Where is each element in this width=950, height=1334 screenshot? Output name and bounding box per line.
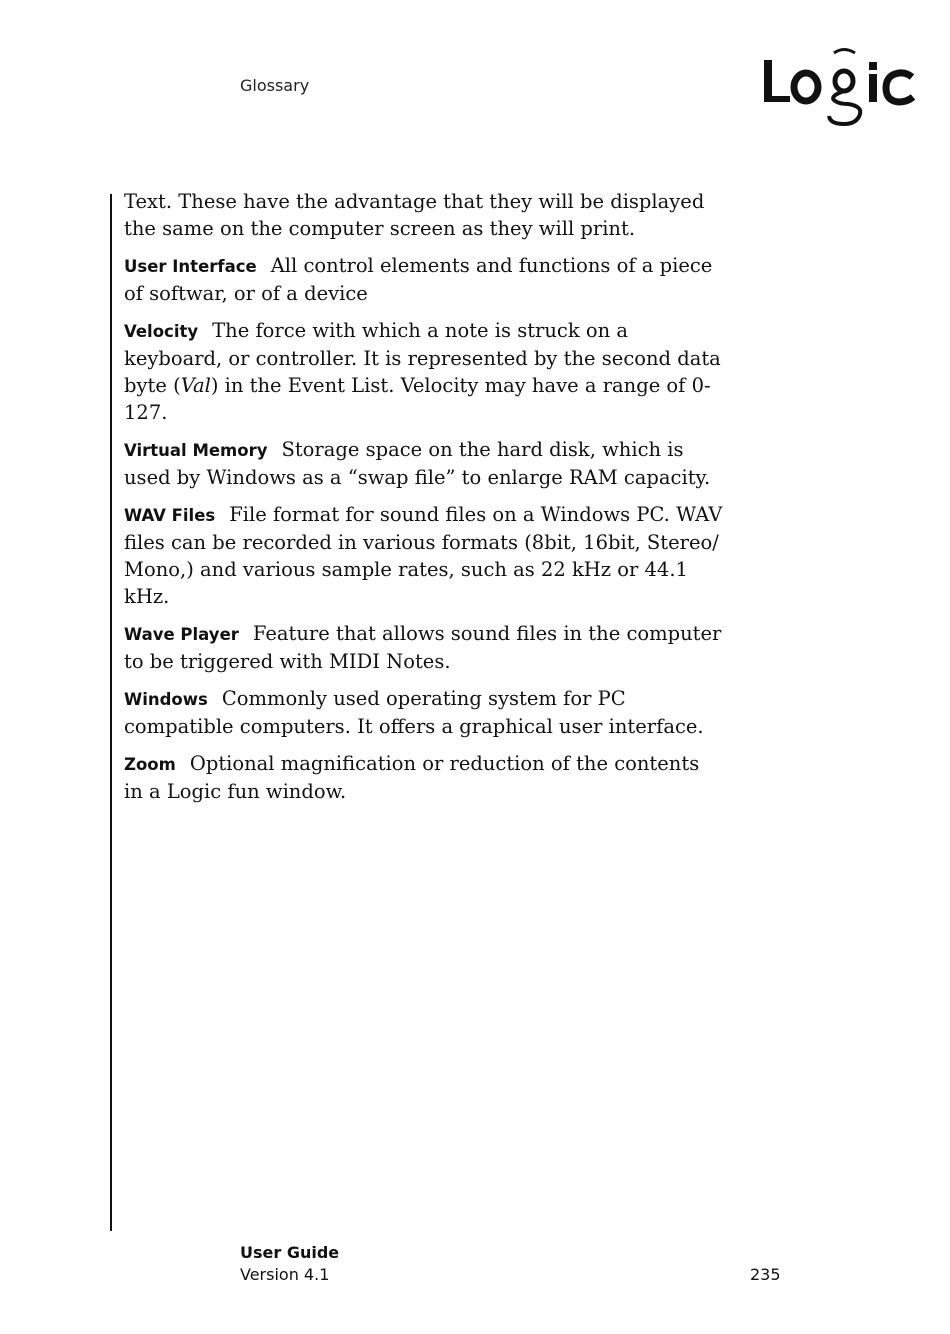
glossary-term: Wave Player bbox=[124, 625, 239, 644]
margin-rule bbox=[110, 194, 112, 1231]
glossary-definition-rest: ) in the Event List. Velocity may have a range of 0-127. bbox=[124, 374, 711, 424]
page-number: 235 bbox=[750, 1265, 781, 1284]
glossary-definition: Storage space on the hard disk, which is used by Windows as a “swap file” to enlarge RAM capacity. bbox=[124, 438, 711, 489]
logic-logo bbox=[760, 44, 920, 128]
footer-guide-title: User Guide bbox=[240, 1243, 340, 1262]
glossary-term: Zoom bbox=[124, 755, 176, 774]
glossary-definition-italic: Val bbox=[180, 374, 211, 397]
glossary-term: Windows bbox=[124, 690, 208, 709]
glossary-definition: Feature that allows sound files in the computer to be triggered with MIDI Notes. bbox=[124, 622, 722, 673]
glossary-content bbox=[124, 188, 724, 815]
glossary-entry-windows bbox=[124, 685, 724, 740]
glossary-entry-zoom bbox=[124, 750, 724, 805]
glossary-definition: The force with which a note is struck on a keyboard, or controller. It is represented by the second data byte ( bbox=[124, 319, 721, 397]
glossary-term: User Interface bbox=[124, 257, 257, 276]
glossary-definition: Optional magnification or reduction of the contents in a Logic fun window. bbox=[124, 752, 700, 803]
glossary-term: Virtual Memory bbox=[124, 441, 268, 460]
glossary-entry-virtual-memory bbox=[124, 436, 724, 491]
glossary-entry-user-interface bbox=[124, 252, 724, 307]
glossary-definition: All control elements and functions of a piece of softwar, or of a device bbox=[124, 254, 713, 305]
intro-paragraph: Text. These have the advantage that they will be displayed the same on the computer screen as they will print. bbox=[124, 190, 705, 240]
footer-version: Version 4.1 bbox=[240, 1265, 330, 1284]
glossary-term: WAV Files bbox=[124, 506, 216, 525]
running-head: Glossary bbox=[240, 76, 310, 95]
glossary-entry-velocity bbox=[124, 317, 724, 426]
glossary-definition: File format for sound files on a Windows PC. WAV files can be recorded in various formats (8bit, 16bit, Stereo/ Mono,) and various sample rates, such as 22 kHz or 44.1 kHz. bbox=[124, 503, 723, 608]
logic-logo-graphic bbox=[760, 44, 920, 128]
glossary-definition: Commonly used operating system for PC compatible computers. It offers a graphical user interface. bbox=[124, 687, 704, 738]
glossary-entry-wav-files bbox=[124, 501, 724, 610]
glossary-term: Velocity bbox=[124, 322, 199, 341]
glossary-entry-wave-player bbox=[124, 620, 724, 675]
